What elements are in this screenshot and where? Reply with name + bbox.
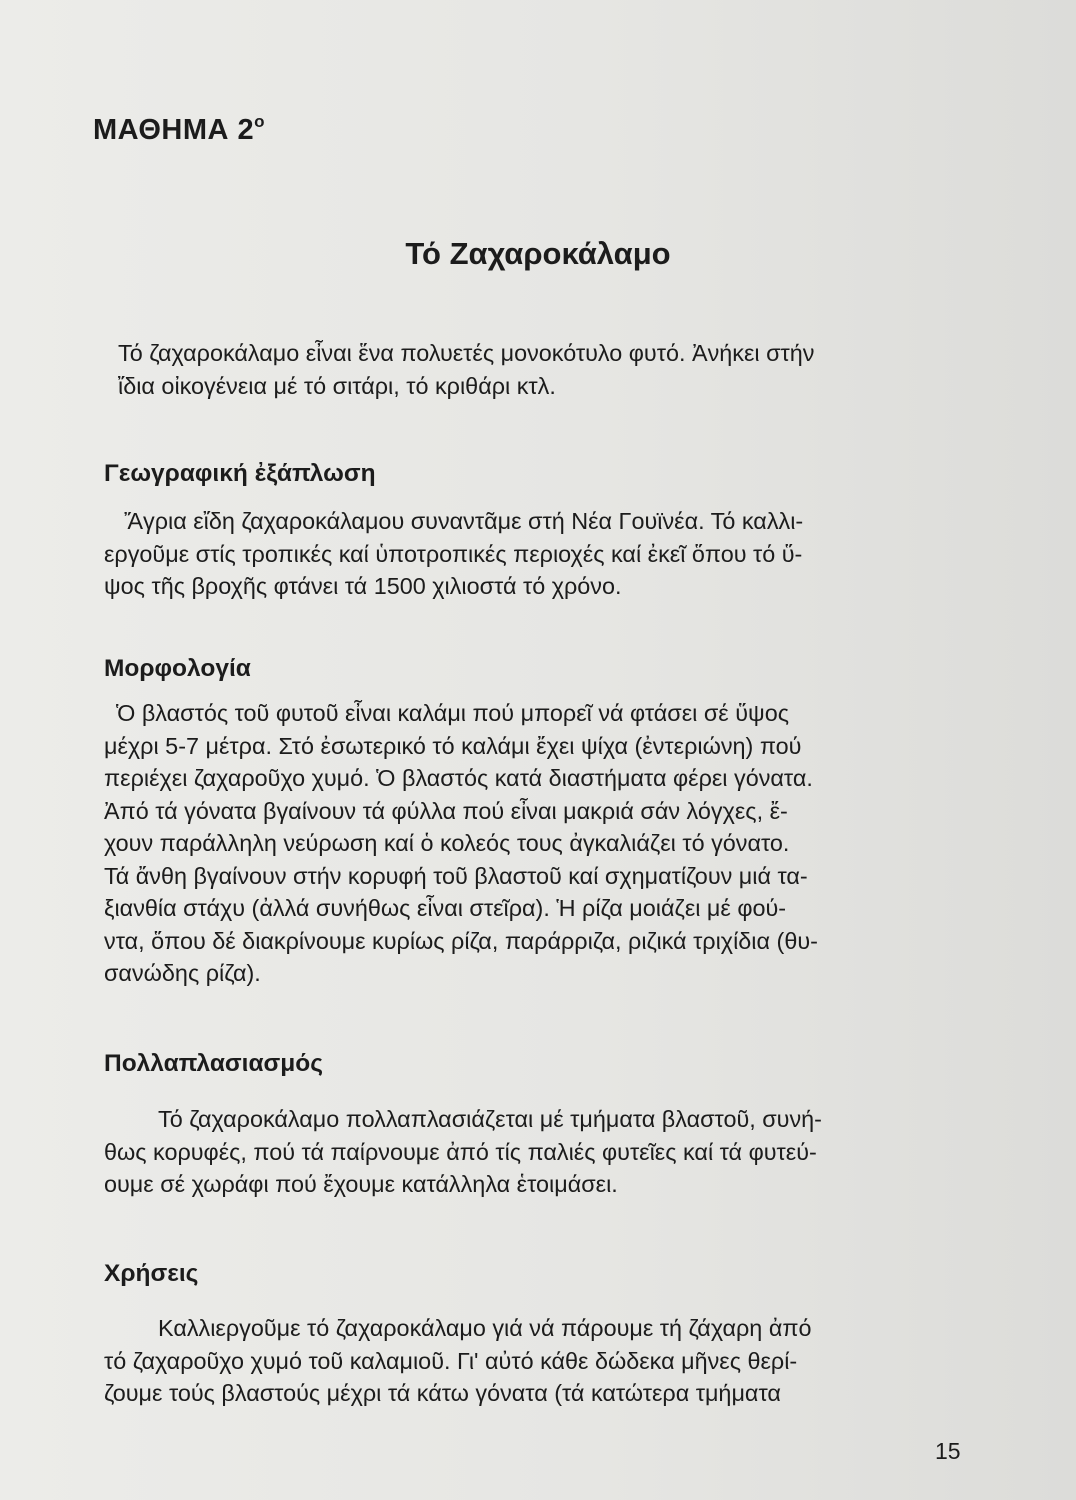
paragraph-line: χουν παράλληλη νεύρωση καί ὁ κολεός τους ἀγκαλιάζει τό γόνατο. xyxy=(104,830,790,856)
section-heading-morphology: Μορφολογία xyxy=(104,655,251,682)
section-heading-uses: Χρήσεις xyxy=(104,1260,199,1287)
lesson-label-text: ΜΑΘΗΜΑ 2 xyxy=(93,114,255,146)
paragraph-line: Ἀπό τά γόνατα βγαίνουν τά φύλλα πού εἶναι μακριά σάν λόγχες, ἔ- xyxy=(104,797,788,824)
section-heading-geography: Γεωγραφική ἐξάπλωση xyxy=(104,460,376,487)
paragraph-line: θως κορυφές, πού τά παίρνουμε ἀπό τίς παλιές φυτεῖες καί τά φυτεύ- xyxy=(104,1138,817,1165)
paragraph-line: τό ζαχαροῦχο χυμό τοῦ καλαμιοῦ. Γι' αὐτό κάθε δώδεκα μῆνες θερί- xyxy=(104,1347,798,1374)
paragraph-line: ξιανθία στάχυ (ἀλλά συνήθως εἶναι στεῖρα). Ἡ ρίζα μοιάζει μέ φού- xyxy=(104,895,787,921)
section-paragraph-morphology xyxy=(104,697,966,990)
paragraph-line: ουμε σέ χωράφι πού ἔχουμε κατάλληλα ἑτοιμάσει. xyxy=(104,1171,618,1197)
paragraph-line: Ἄγρια εἴδη ζαχαροκάλαμου συναντᾶμε στή Νέα Γουϊνέα. Τό καλλι- xyxy=(124,508,804,534)
paragraph-line: Τό ζαχαροκάλαμο πολλαπλασιάζεται μέ τμήματα βλαστοῦ, συνή- xyxy=(158,1106,822,1132)
intro-paragraph xyxy=(104,337,966,402)
paragraph-line: Ὁ βλαστός τοῦ φυτοῦ εἶναι καλάμι πού μπορεῖ νά φτάσει σέ ὕψος xyxy=(116,700,789,726)
paragraph-line: εργοῦμε στίς τροπικές καί ὑποτροπικές περιοχές καί ἐκεῖ ὅπου τό ὕ- xyxy=(104,540,803,567)
paragraph-line: ἴδια οἰκογένεια μέ τό σιτάρι, τό κριθάρι κτλ. xyxy=(118,372,556,399)
paragraph-line: Τό ζαχαροκάλαμο εἶναι ἕνα πολυετές μονοκότυλο φυτό. Ἀνήκει στήν xyxy=(118,340,815,366)
page-title: Τό Ζαχαροκάλαμο xyxy=(405,236,671,271)
section-heading-propagation: Πολλαπλασιασμός xyxy=(104,1050,323,1077)
lesson-ordinal: ο xyxy=(254,112,265,131)
paragraph-line: μέχρι 5-7 μέτρα. Στό ἐσωτερικό τό καλάμι ἔχει ψίχα (ἐντεριώνη) πού xyxy=(104,732,802,759)
section-paragraph-propagation xyxy=(104,1103,966,1201)
paragraph-line: ζουμε τούς βλαστούς μέχρι τά κάτω γόνατα (τά κατώτερα τμήματα xyxy=(104,1380,781,1406)
lesson-label xyxy=(93,112,265,147)
paragraph-line: σανώδης ρίζα). xyxy=(104,960,261,986)
section-paragraph-geography xyxy=(104,505,966,603)
paragraph-line: ντα, ὅπου δέ διακρίνουμε κυρίως ρίζα, παράρριζα, ριζικά τριχίδια (θυ- xyxy=(104,927,818,954)
paragraph-line: Καλλιεργοῦμε τό ζαχαροκάλαμο γιά νά πάρουμε τή ζάχαρη ἀπό xyxy=(158,1315,812,1341)
section-paragraph-uses xyxy=(104,1312,966,1410)
page-number: 15 xyxy=(935,1438,961,1464)
paragraph-line: περιέχει ζαχαροῦχο χυμό. Ὁ βλαστός κατά διαστήματα φέρει γόνατα. xyxy=(104,765,813,791)
paragraph-line: Τά ἄνθη βγαίνουν στήν κορυφή τοῦ βλαστοῦ καί σχηματίζουν μιά τα- xyxy=(104,862,808,889)
paragraph-line: ψος τῆς βροχῆς φτάνει τά 1500 χιλιοστά τό χρόνο. xyxy=(104,573,622,599)
